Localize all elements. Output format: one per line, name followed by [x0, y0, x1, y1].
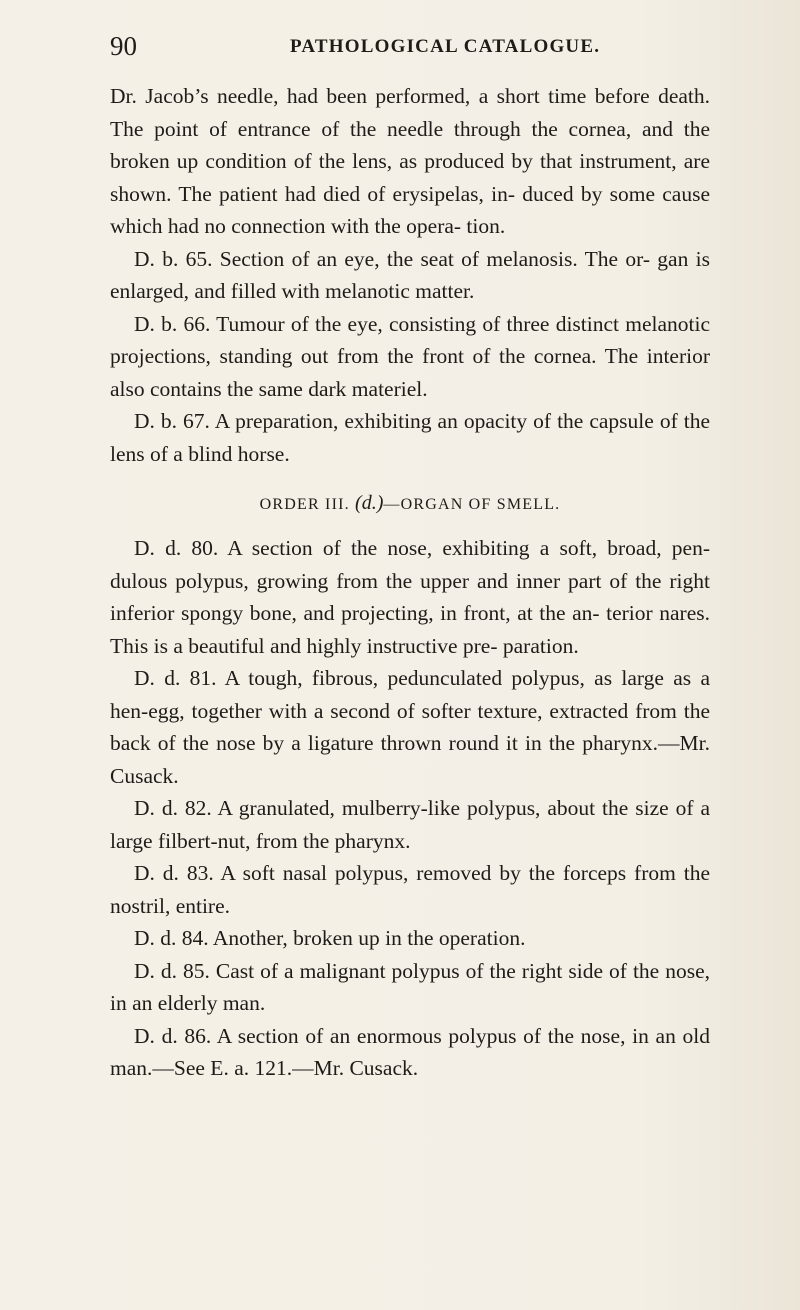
section-heading: [110, 488, 710, 520]
page-header: [110, 30, 710, 62]
entry-d-d-81: D. d. 81. A tough, fibrous, pedunculated polypus, as large as a hen-egg, together with a second of softer texture, extracted from the back of the nose by a ligature thrown round it in the pharynx.—Mr. Cusack.: [110, 666, 710, 788]
running-title: PATHOLOGICAL CATALOGUE.: [290, 36, 601, 57]
page-number: 90: [110, 31, 137, 61]
entry-d-d-83: D. d. 83. A soft nasal polypus, removed by the forceps from the nostril, entire.: [110, 861, 710, 918]
entry-d-d-85: D. d. 85. Cast of a malignant polypus of the right side of the nose, in an elderly man.: [110, 958, 710, 1015]
section-heading-title: —ORGAN OF SMELL.: [383, 496, 561, 513]
entry-d-d-82: D. d. 82. A granulated, mulberry-like polypus, about the size of a large filbert-nut, from the pharynx.: [110, 796, 710, 853]
section-heading-prefix: ORDER III.: [259, 496, 350, 513]
entry-d-b-67: D. b. 67. A preparation, exhibiting an opacity of the capsule of the lens of a blind horse.: [110, 409, 710, 466]
entry-d-d-86: D. d. 86. A section of an enormous polypus of the nose, in an old man.—See E. a. 121.—Mr. Cusack.: [110, 1023, 710, 1080]
entry-d-d-84: D. d. 84. Another, broken up in the operation.: [134, 926, 526, 950]
page-body: [110, 80, 710, 1085]
section-heading-letter: (d.): [355, 492, 384, 514]
paragraph-continued: Dr. Jacob’s needle, had been performed, a short time before death. The point of entrance of the needle through the cornea, and the broken up condition of the lens, as produced by that instrument, are shown. The patient had died of erysipelas, in- duced by some cause which had no connection with the opera- tion.: [110, 84, 710, 238]
entry-d-b-65: D. b. 65. Section of an eye, the seat of melanosis. The or- gan is enlarged, and filled with melanotic matter.: [110, 246, 710, 303]
entry-d-b-66: D. b. 66. Tumour of the eye, consisting of three distinct melanotic projections, standing out from the front of the cornea. The interior also contains the same dark materiel.: [110, 311, 710, 401]
entry-d-d-80: D. d. 80. A section of the nose, exhibiting a soft, broad, pen- dulous polypus, growing from the upper and inner part of the right inferior spongy bone, and projecting, in front, at the an- terior nares. This is a beautiful and highly instructive pre- paration.: [110, 536, 710, 658]
